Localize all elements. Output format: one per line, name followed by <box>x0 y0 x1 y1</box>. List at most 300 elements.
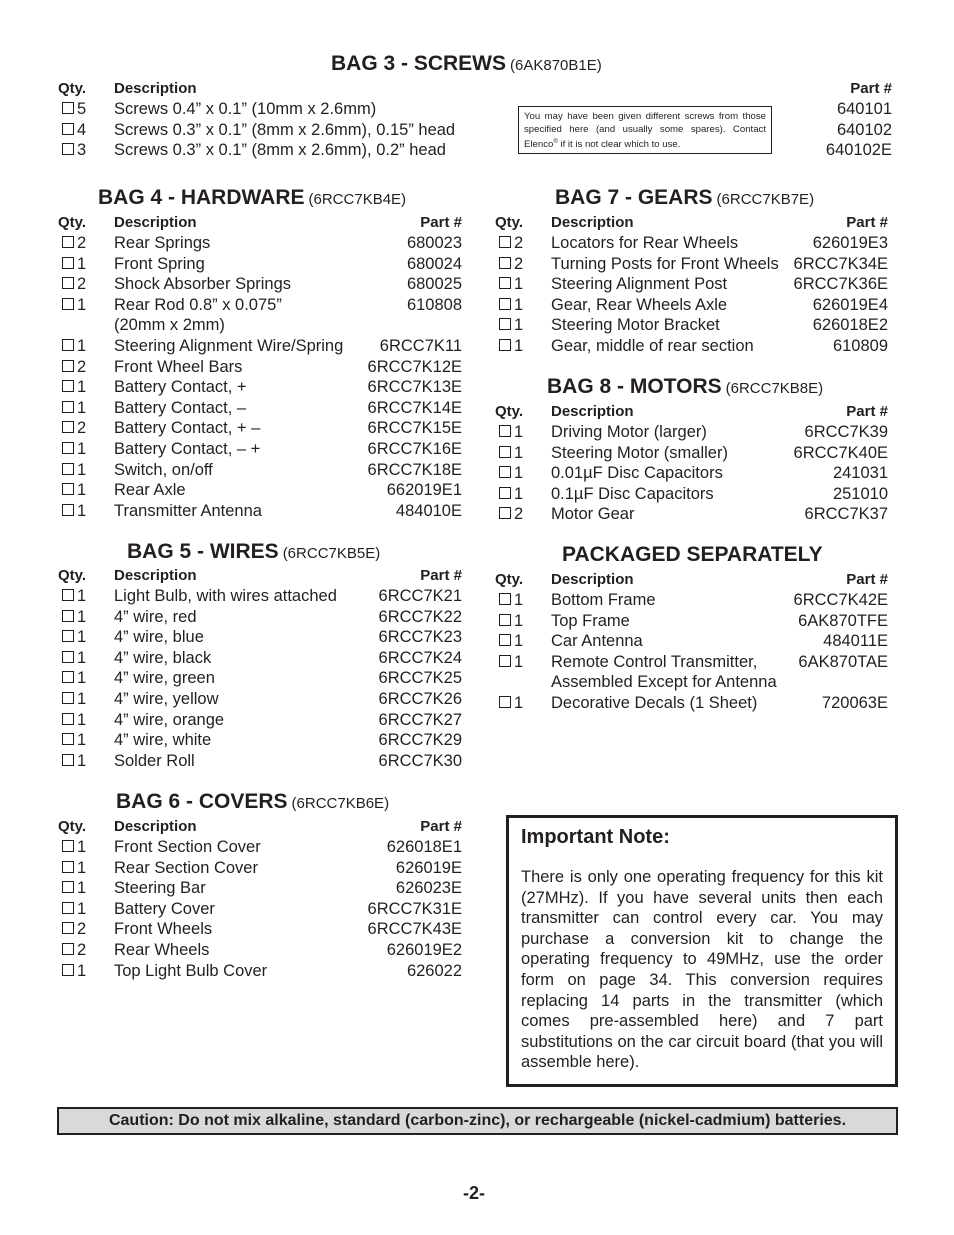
table-row <box>58 838 462 859</box>
description-cell: Remote Control Transmitter, <box>551 652 758 671</box>
checkbox-icon[interactable] <box>62 483 74 495</box>
part-number-cell: 6RCC7K24 <box>378 648 462 667</box>
checkbox-icon[interactable] <box>499 696 511 708</box>
table-row <box>58 358 462 379</box>
qty-cell <box>499 275 523 294</box>
checkbox-icon[interactable] <box>62 504 74 516</box>
qty-cell <box>62 690 86 709</box>
description-cell: Assembled Except for Antenna <box>551 673 777 692</box>
table-row <box>58 628 462 649</box>
bag3-title <box>331 52 602 76</box>
qty-cell <box>499 337 523 356</box>
qty-header: Qty. <box>58 567 87 584</box>
part-number-cell: 6RCC7K31E <box>367 899 462 918</box>
description-cell: Turning Posts for Front Wheels <box>551 254 779 273</box>
checkbox-icon[interactable] <box>62 630 74 642</box>
part-number-cell: 241031 <box>832 464 888 483</box>
table-row <box>495 275 888 296</box>
checkbox-icon[interactable] <box>499 298 511 310</box>
checkbox-icon[interactable] <box>62 881 74 893</box>
checkbox-icon[interactable] <box>62 257 74 269</box>
important-note-title: Important Note: <box>521 826 670 848</box>
table-row <box>58 234 462 255</box>
packaged-rows <box>495 591 888 715</box>
qty-cell <box>62 440 86 459</box>
table-row <box>58 481 462 502</box>
qty-value: 1 <box>514 464 524 483</box>
part-number-cell: 6RCC7K29 <box>378 731 462 750</box>
qty-value: 1 <box>514 423 524 441</box>
table-row <box>495 505 888 526</box>
checkbox-icon[interactable] <box>62 713 74 725</box>
checkbox-icon[interactable] <box>62 964 74 976</box>
bag4-header <box>58 214 462 234</box>
important-note-body: There is only one operating frequency for this kit (27MHz). If you have several units then each transmitter can control every car. You may purchase a conversion kit to change the operating frequency to 49MHz, use the order form on page 34. This conversion requires replacing 14 parts in the transmitter (which comes pre-assembled here) and 7 part substitutions on the car circuit board (that you will assemble here). <box>521 868 883 1072</box>
qty-cell <box>499 464 523 483</box>
screws-note <box>518 106 772 154</box>
part-number-cell: 6RCC7K11 <box>379 336 462 355</box>
table-row <box>58 461 462 482</box>
description-cell: Front Spring <box>114 254 205 273</box>
checkbox-icon[interactable] <box>62 861 74 873</box>
part-number-cell: 6RCC7K25 <box>378 669 462 688</box>
bag4-code: (6RCC7KB4E) <box>308 191 407 208</box>
qty-cell <box>499 296 523 315</box>
checkbox-icon[interactable] <box>499 425 511 437</box>
part-header: Part # <box>420 214 462 231</box>
bag6-table <box>58 818 462 982</box>
qty-cell <box>62 628 86 647</box>
checkbox-icon[interactable] <box>62 360 74 372</box>
description-cell: Car Antenna <box>551 632 643 651</box>
table-row <box>495 632 888 653</box>
qty-cell <box>499 255 523 274</box>
qty-cell <box>499 444 523 463</box>
qty-cell <box>62 378 86 397</box>
checkbox-icon[interactable] <box>62 442 74 454</box>
qty-cell <box>499 612 523 631</box>
bag3-header <box>58 80 892 100</box>
table-row <box>58 669 462 690</box>
checkbox-icon[interactable] <box>62 902 74 914</box>
checkbox-icon[interactable] <box>62 610 74 622</box>
qty-cell <box>62 649 86 668</box>
table-row <box>495 612 888 633</box>
table-row <box>58 941 462 962</box>
description-cell: Switch, on/off <box>114 460 213 479</box>
checkbox-icon[interactable] <box>62 102 74 114</box>
qty-cell <box>62 838 86 857</box>
qty-value: 2 <box>77 234 87 252</box>
qty-value: 1 <box>77 398 87 417</box>
qty-value: 1 <box>77 607 87 626</box>
bag7-rows <box>495 234 888 358</box>
qty-cell <box>62 669 86 688</box>
part-number-cell: 680023 <box>406 234 462 252</box>
qty-value: 1 <box>77 961 87 980</box>
packaged-title-text: PACKAGED SEPARATELY <box>562 543 823 566</box>
checkbox-icon[interactable] <box>62 943 74 955</box>
bag6-title-text: BAG 6 - COVERS <box>116 790 288 813</box>
qty-value: 1 <box>77 501 87 520</box>
qty-header: Qty. <box>495 403 524 420</box>
qty-cell <box>62 100 86 119</box>
qty-value: 1 <box>77 751 87 770</box>
table-row <box>58 316 462 337</box>
qty-cell <box>499 694 523 713</box>
bag4-table <box>58 214 462 522</box>
checkbox-icon[interactable] <box>62 733 74 745</box>
qty-cell <box>62 941 86 960</box>
part-number-cell: 6AK870TAE <box>798 652 888 671</box>
qty-value: 1 <box>514 591 524 609</box>
part-number-cell: 6RCC7K42E <box>793 591 888 609</box>
checkbox-icon[interactable] <box>62 421 74 433</box>
screws-note-text-end: if it is not clear which to use. <box>557 139 681 151</box>
qty-cell <box>62 337 86 356</box>
part-number-cell: 6RCC7K13E <box>367 378 462 397</box>
qty-cell <box>499 591 523 610</box>
qty-value: 2 <box>77 357 87 376</box>
part-number-cell: 6RCC7K40E <box>793 443 888 462</box>
qty-cell <box>499 485 523 504</box>
description-cell: Driving Motor (larger) <box>551 423 707 441</box>
description-cell: Front Wheels <box>114 920 213 939</box>
bag8-table <box>495 403 888 526</box>
page-number: -2- <box>463 1183 485 1203</box>
part-header: Part # <box>850 80 892 97</box>
checkbox-icon[interactable] <box>62 401 74 413</box>
qty-header: Qty. <box>495 214 524 231</box>
bag7-title <box>555 186 814 210</box>
qty-cell <box>62 752 86 771</box>
part-header: Part # <box>420 818 462 835</box>
important-note-box <box>506 815 898 1087</box>
description-header: Description <box>551 571 634 588</box>
qty-cell <box>62 900 86 919</box>
description-cell: 4” wire, blue <box>114 628 204 647</box>
checkbox-icon[interactable] <box>62 298 74 310</box>
part-number-cell: 6RCC7K26 <box>378 689 462 708</box>
checkbox-icon[interactable] <box>62 143 74 155</box>
qty-cell <box>62 121 86 140</box>
table-row <box>495 316 888 337</box>
qty-cell <box>499 505 523 524</box>
qty-value: 1 <box>77 899 87 918</box>
table-row <box>58 879 462 900</box>
description-cell: Front Section Cover <box>114 838 261 856</box>
qty-value: 1 <box>77 254 87 273</box>
qty-value: 1 <box>514 632 524 651</box>
table-row <box>58 587 462 608</box>
caution-bar <box>57 1107 898 1135</box>
table-row <box>58 649 462 670</box>
description-cell: Rear Springs <box>114 234 211 252</box>
qty-cell <box>62 419 86 438</box>
bag8-code: (6RCC7KB8E) <box>725 380 824 397</box>
qty-value: 1 <box>77 628 87 647</box>
description-cell: Steering Alignment Wire/Spring <box>114 336 344 355</box>
qty-cell <box>62 255 86 274</box>
qty-value: 1 <box>77 669 87 688</box>
part-number-cell: 6AK870TFE <box>798 611 888 630</box>
table-row <box>58 752 462 773</box>
table-row <box>58 502 462 523</box>
description-header: Description <box>114 214 197 231</box>
qty-value: 4 <box>77 120 87 139</box>
qty-cell <box>62 141 86 160</box>
qty-value: 2 <box>514 234 524 252</box>
part-number-cell: 251010 <box>832 484 888 503</box>
qty-value: 2 <box>77 419 87 438</box>
table-row <box>495 591 888 612</box>
checkbox-icon[interactable] <box>62 380 74 392</box>
table-row <box>58 900 462 921</box>
bag5-title <box>127 540 380 564</box>
checkbox-icon[interactable] <box>499 277 511 289</box>
bag3-title-text: BAG 3 - SCREWS <box>331 52 507 75</box>
qty-cell <box>62 275 86 294</box>
table-row <box>58 608 462 629</box>
qty-value: 1 <box>77 460 87 479</box>
part-number-cell: 6RCC7K18E <box>367 460 462 479</box>
qty-cell <box>62 731 86 750</box>
description-cell: Motor Gear <box>551 505 635 524</box>
table-row <box>58 920 462 941</box>
qty-value: 1 <box>77 378 87 397</box>
part-number-cell: 610808 <box>406 295 462 314</box>
part-number-cell: 6RCC7K21 <box>378 587 462 605</box>
description-cell: Locators for Rear Wheels <box>551 234 739 252</box>
part-number-cell: 6RCC7K36E <box>793 275 888 294</box>
qty-cell <box>62 358 86 377</box>
description-header: Description <box>551 214 634 231</box>
part-number-cell: 640102 <box>836 120 892 139</box>
part-number-cell: 484011E <box>823 632 888 651</box>
qty-value: 1 <box>77 731 87 750</box>
qty-value: 1 <box>514 443 524 462</box>
table-row <box>58 378 462 399</box>
table-row <box>58 275 462 296</box>
bag5-header <box>58 567 462 587</box>
checkbox-icon[interactable] <box>62 589 74 601</box>
table-row <box>495 485 888 506</box>
checkbox-icon[interactable] <box>62 123 74 135</box>
checkbox-icon[interactable] <box>499 339 511 351</box>
table-row <box>495 464 888 485</box>
table-row <box>58 337 462 358</box>
qty-cell <box>499 234 523 253</box>
checkbox-icon[interactable] <box>499 655 511 667</box>
part-number-cell: 6RCC7K23 <box>378 628 462 647</box>
qty-value: 2 <box>514 254 524 273</box>
packaged-header <box>495 571 888 591</box>
table-row <box>58 296 462 317</box>
description-cell: Battery Contact, + – <box>114 419 261 438</box>
table-row <box>58 419 462 440</box>
qty-cell <box>499 632 523 651</box>
description-cell: Steering Motor Bracket <box>551 316 720 335</box>
qty-value: 1 <box>77 689 87 708</box>
description-header: Description <box>114 80 197 97</box>
qty-cell <box>62 711 86 730</box>
bag6-rows <box>58 838 462 982</box>
checkbox-icon[interactable] <box>499 487 511 499</box>
bag6-code: (6RCC7KB6E) <box>291 795 390 812</box>
part-number-cell: 610809 <box>832 336 888 355</box>
qty-cell <box>62 587 86 606</box>
part-header: Part # <box>846 571 888 588</box>
description-header: Description <box>114 567 197 584</box>
description-cell: Light Bulb, with wires attached <box>114 587 337 605</box>
table-row <box>58 690 462 711</box>
part-number-cell: 6RCC7K43E <box>367 920 462 939</box>
part-number-cell: 680024 <box>406 254 462 273</box>
part-number-cell: 626018E1 <box>386 838 462 856</box>
registered-mark: ® <box>553 139 558 145</box>
checkbox-icon[interactable] <box>62 754 74 766</box>
table-row <box>495 653 888 674</box>
qty-value: 1 <box>77 648 87 667</box>
table-row <box>58 731 462 752</box>
description-cell: Gear, Rear Wheels Axle <box>551 295 728 314</box>
description-cell: 4” wire, black <box>114 648 212 667</box>
part-number-cell: 626019E <box>395 858 462 877</box>
checkbox-icon[interactable] <box>499 466 511 478</box>
description-cell: Steering Motor (smaller) <box>551 443 728 462</box>
checkbox-icon[interactable] <box>62 277 74 289</box>
description-cell: Screws 0.3” x 0.1” (8mm x 2.6mm), 0.2” head <box>114 141 446 160</box>
bag6-header <box>58 818 462 838</box>
part-number-cell: 6RCC7K22 <box>378 607 462 626</box>
bag8-title-text: BAG 8 - MOTORS <box>547 375 722 398</box>
checkbox-icon[interactable] <box>499 236 511 248</box>
part-number-cell: 680025 <box>406 275 462 294</box>
table-row <box>495 694 888 715</box>
checkbox-icon[interactable] <box>499 318 511 330</box>
qty-header: Qty. <box>58 818 87 835</box>
bag5-title-text: BAG 5 - WIRES <box>127 540 279 563</box>
checkbox-icon[interactable] <box>62 671 74 683</box>
checkbox-icon[interactable] <box>62 922 74 934</box>
qty-value: 1 <box>514 295 524 314</box>
description-cell: Bottom Frame <box>551 591 656 609</box>
part-number-cell: 6RCC7K16E <box>367 439 462 458</box>
description-cell: 4” wire, orange <box>114 710 225 729</box>
qty-value: 1 <box>77 295 87 314</box>
checkbox-icon[interactable] <box>499 257 511 269</box>
description-cell: 4” wire, white <box>114 731 212 750</box>
qty-value: 2 <box>77 940 87 959</box>
qty-cell <box>499 316 523 335</box>
checkbox-icon[interactable] <box>62 651 74 663</box>
bag8-rows <box>495 423 888 526</box>
description-header: Description <box>551 403 634 420</box>
qty-value: 1 <box>77 336 87 355</box>
checkbox-icon[interactable] <box>62 339 74 351</box>
description-cell: Battery Contact, + <box>114 378 247 397</box>
description-cell: 4” wire, green <box>114 669 215 688</box>
qty-cell <box>62 859 86 878</box>
description-cell: Shock Absorber Springs <box>114 275 292 294</box>
table-row <box>495 296 888 317</box>
checkbox-icon[interactable] <box>499 507 511 519</box>
checkbox-icon[interactable] <box>62 692 74 704</box>
table-row <box>58 859 462 880</box>
qty-value: 1 <box>77 710 87 729</box>
description-cell: (20mm x 2mm) <box>114 316 225 335</box>
description-cell: Rear Rod 0.8” x 0.075” <box>114 295 282 314</box>
description-cell: Rear Wheels <box>114 940 210 959</box>
caution-text: Caution: Do not mix alkaline, standard (carbon-zinc), or rechargeable (nickel-cadmium) batteries. <box>108 1112 847 1129</box>
checkbox-icon[interactable] <box>62 463 74 475</box>
bag7-header <box>495 214 888 234</box>
checkbox-icon[interactable] <box>62 236 74 248</box>
qty-header: Qty. <box>58 80 87 97</box>
table-row <box>58 711 462 732</box>
checkbox-icon[interactable] <box>499 593 511 605</box>
qty-value: 1 <box>514 652 524 671</box>
qty-cell <box>62 234 86 253</box>
part-number-cell: 6RCC7K34E <box>793 254 888 273</box>
description-cell: Battery Cover <box>114 899 215 918</box>
qty-cell <box>499 423 523 442</box>
description-cell: Screws 0.4” x 0.1” (10mm x 2.6mm) <box>114 100 377 118</box>
table-row <box>58 399 462 420</box>
part-number-cell: 6RCC7K27 <box>378 710 462 729</box>
description-cell: Battery Contact, – <box>114 398 247 417</box>
qty-value: 1 <box>77 481 87 500</box>
qty-value: 1 <box>77 587 87 605</box>
description-cell: Front Wheel Bars <box>114 357 243 376</box>
part-number-cell: 626023E <box>395 879 462 898</box>
qty-value: 1 <box>77 879 87 898</box>
qty-value: 1 <box>514 611 524 630</box>
table-row <box>495 255 888 276</box>
packaged-title <box>562 543 823 567</box>
qty-cell <box>62 920 86 939</box>
qty-value: 2 <box>514 505 524 524</box>
checkbox-icon[interactable] <box>62 840 74 852</box>
table-row <box>58 255 462 276</box>
qty-value: 1 <box>77 838 87 856</box>
description-cell: Steering Bar <box>114 879 206 898</box>
part-number-cell: 6RCC7K15E <box>367 419 462 438</box>
bag8-header <box>495 403 888 423</box>
bag4-title <box>98 186 406 210</box>
qty-cell <box>499 653 523 672</box>
checkbox-icon[interactable] <box>499 634 511 646</box>
table-row <box>58 962 462 983</box>
table-row <box>495 423 888 444</box>
packaged-table <box>495 571 888 715</box>
description-cell: Transmitter Antenna <box>114 501 262 520</box>
qty-cell <box>62 481 86 500</box>
checkbox-icon[interactable] <box>499 614 511 626</box>
bag4-rows <box>58 234 462 522</box>
bag7-table <box>495 214 888 358</box>
description-cell: 0.01µF Disc Capacitors <box>551 464 723 483</box>
description-header: Description <box>114 818 197 835</box>
bag7-code: (6RCC7KB7E) <box>716 191 815 208</box>
description-cell: Rear Section Cover <box>114 858 258 877</box>
checkbox-icon[interactable] <box>499 446 511 458</box>
part-number-cell: 6RCC7K14E <box>367 398 462 417</box>
part-number-cell: 626018E2 <box>812 316 888 335</box>
description-cell: Decorative Decals (1 Sheet) <box>551 693 758 712</box>
bag4-title-text: BAG 4 - HARDWARE <box>98 186 305 209</box>
part-number-cell: 6RCC7K39 <box>804 423 888 441</box>
